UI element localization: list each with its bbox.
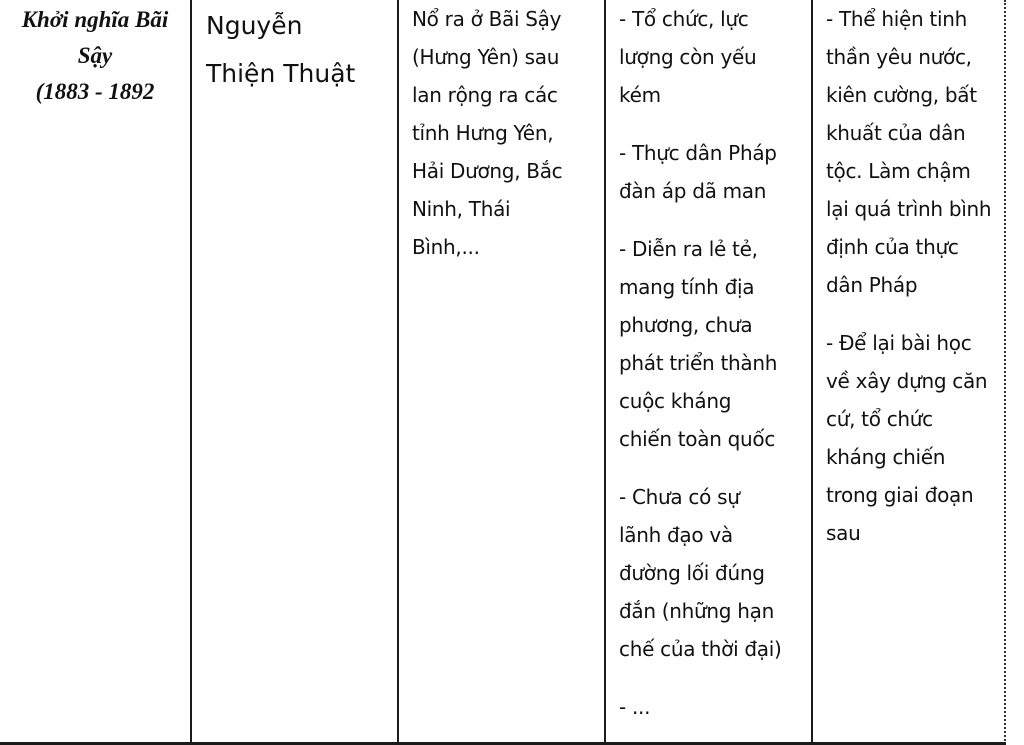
significance-line: dân Pháp (826, 273, 918, 297)
area-line: (Hưng Yên) sau (412, 45, 560, 69)
leader-name-line: Nguyễn (206, 11, 303, 40)
significance-item (826, 324, 1006, 552)
area-line: lan rộng ra các (412, 83, 558, 107)
failure-reason-line: đàn áp dã man (619, 179, 767, 203)
area-line: Bình,... (412, 235, 480, 259)
failure-reason-line: phát triển thành (619, 351, 778, 375)
failure-reason-line: chế của thời đại) (619, 637, 782, 661)
significance-line: kháng chiến (826, 445, 946, 469)
column-divider (397, 0, 399, 745)
significance-line: cứ, tổ chức (826, 407, 933, 431)
significance-line: định của thực (826, 235, 959, 259)
area-line: Nổ ra ở Bãi Sậy (412, 7, 562, 31)
failure-reason (619, 688, 807, 726)
significance-line: trong giai đoạn (826, 483, 974, 507)
failure-reason (619, 0, 807, 114)
failure-reason-line: mang tính địa (619, 275, 755, 299)
significance-line: khuất của dân (826, 121, 966, 145)
failure-reason-line: - Chưa có sự (619, 485, 740, 509)
cell-event-name (0, 0, 190, 743)
cell-leader (206, 0, 394, 743)
area-line: Hải Dương, Bắc (412, 159, 563, 183)
event-name-line: Khởi nghĩa Bãi (21, 7, 169, 32)
failure-reason-line: - Diễn ra lẻ tẻ, (619, 237, 758, 261)
significance-line: lại quá trình bình (826, 197, 992, 221)
failure-reason (619, 134, 807, 210)
column-divider (190, 0, 192, 745)
cell-significance (826, 0, 1006, 743)
area-line: Ninh, Thái (412, 197, 511, 221)
failure-reason-line: - Tổ chức, lực (619, 7, 749, 31)
area-line: tỉnh Hưng Yên, (412, 121, 554, 145)
failure-reason (619, 478, 807, 668)
cell-area (412, 0, 602, 743)
failure-reason-line: lượng còn yếu (619, 45, 757, 69)
significance-line: - Thể hiện tinh (826, 7, 967, 31)
failure-reason-line: đắn (những hạn (619, 599, 774, 623)
failure-reason-line: kém (619, 83, 661, 107)
failure-reason-line: đường lối đúng (619, 561, 765, 585)
failure-reason-line: lãnh đạo và (619, 523, 733, 547)
failure-reason-line: - Thực dân Pháp (619, 141, 777, 165)
column-divider (604, 0, 606, 745)
failure-reason (619, 230, 807, 458)
significance-line: - Để lại bài học (826, 331, 972, 355)
failure-reason-line: - ... (619, 695, 651, 719)
leader-name-line: Thiện Thuật (206, 59, 356, 88)
failure-reason-line: phương, chưa (619, 313, 753, 337)
failure-reason-line: chiến toàn quốc (619, 427, 776, 451)
significance-line: kiên cường, bất (826, 83, 977, 107)
significance-line: sau (826, 521, 861, 545)
failure-reason-line: cuộc kháng (619, 389, 732, 413)
significance-line: thần yêu nước, (826, 45, 972, 69)
significance-item (826, 0, 1006, 304)
event-name-line: Sậy (77, 43, 113, 68)
significance-line: tộc. Làm chậm (826, 159, 971, 183)
event-dates: (1883 - 1892 (35, 79, 155, 104)
significance-line: về xây dựng căn (826, 369, 988, 393)
column-divider (811, 0, 813, 745)
cell-failure-reasons (619, 0, 807, 743)
